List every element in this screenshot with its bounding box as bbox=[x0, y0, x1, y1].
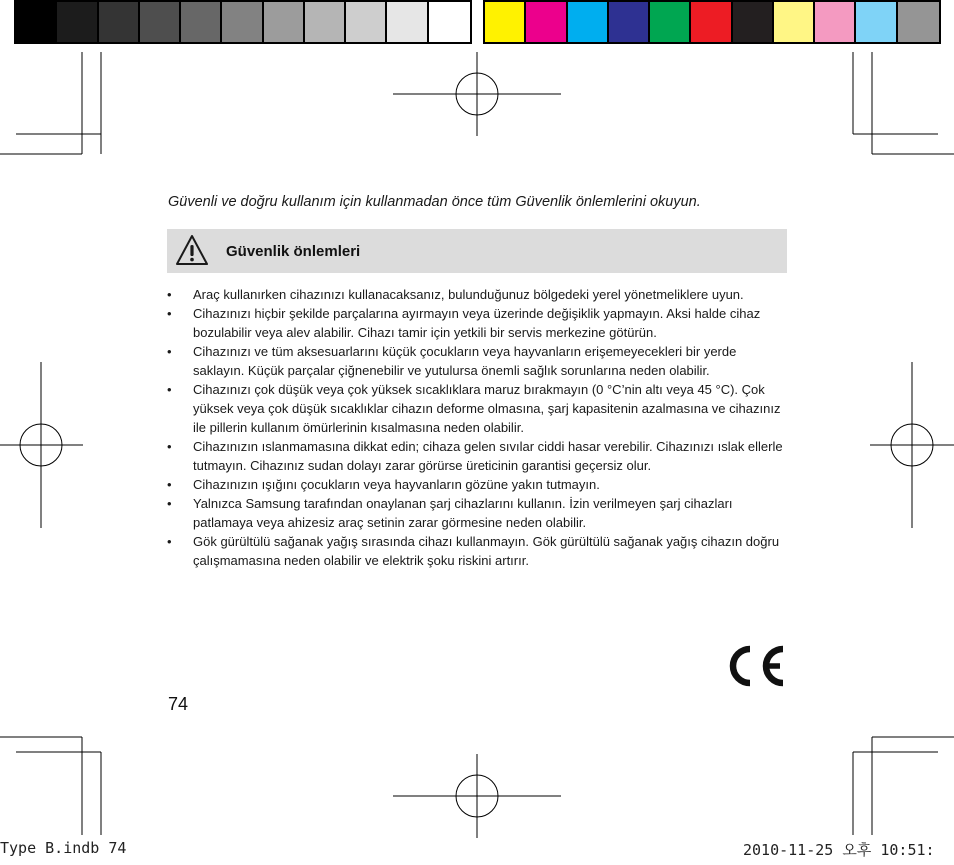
section-title: Güvenlik önlemleri bbox=[226, 243, 361, 260]
date-slug: 2010-11-25 오후 10:51: bbox=[743, 841, 935, 859]
list-item-text: Gök gürültülü sağanak yağış sırasında cihazı kullanmayın. Gök gürültülü sağanak yağış cihazın doğru çalışmamasına neden olabilir ve elektrik şoku riskini artırır. bbox=[193, 534, 780, 568]
list-item-text: Cihazınızın ışığını çocukların veya hayvanların gözüne yakın tutmayın. bbox=[193, 477, 600, 492]
bullet-icon: • bbox=[167, 534, 172, 549]
ce-mark-logo bbox=[725, 644, 787, 688]
list-item-text: Yalnızca Samsung tarafından onaylanan şarj cihazlarını kullanın. İzin verilmeyen şarj cihazları patlamaya veya ahizesiz araç setinin zarar görmesine neden olabilir. bbox=[193, 496, 733, 530]
list-item-text: Cihazınızın ıslanmamasına dikkat edin; cihaza gelen sıvılar ciddi hasar verebilir. Cihazınızı ıslak ellerle tutmayın. Cihazınız sudan dolayı zarar görürse üreticinin garantisi geçersiz olur. bbox=[193, 439, 783, 473]
list-item bbox=[167, 285, 787, 304]
bullet-icon: • bbox=[167, 344, 172, 359]
bullet-icon: • bbox=[167, 496, 172, 511]
page-number: 74 bbox=[168, 694, 189, 714]
intro-text: Güvenli ve doğru kullanım için kullanmadan önce tüm Güvenlik önlemlerini okuyun. bbox=[168, 194, 701, 210]
warning-triangle-icon bbox=[175, 234, 209, 268]
bullet-icon: • bbox=[167, 382, 172, 397]
safety-precautions-list bbox=[167, 285, 787, 570]
bullet-icon: • bbox=[167, 287, 172, 302]
list-item bbox=[167, 342, 787, 380]
list-item bbox=[167, 532, 787, 570]
list-item-text: Cihazınızı hiçbir şekilde parçalarına ayırmayın veya üzerinde değişiklik yapmayın. Aksi halde cihaz bozulabilir veya alev alabilir. Cihazı tamir için yetkili bir servis merkezine götürün. bbox=[193, 306, 761, 340]
bullet-icon: • bbox=[167, 439, 172, 454]
list-item bbox=[167, 380, 787, 437]
section-header bbox=[167, 229, 787, 273]
list-item bbox=[167, 304, 787, 342]
list-item bbox=[167, 475, 787, 494]
bullet-icon: • bbox=[167, 477, 172, 492]
list-item-text: Araç kullanırken cihazınızı kullanacaksanız, bulunduğunuz bölgedeki yerel yönetmeliklere uyun. bbox=[193, 287, 744, 302]
list-item-text: Cihazınızı çok düşük veya çok yüksek sıcaklıklara maruz bırakmayın (0 °C’nin altı veya 45 °C). Çok yüksek veya çok düşük sıcaklıklar cihazın deforme olmasına, şarj kapasitenin azalmasına ve cihazınız ile pillerin kullanım ömürlerinin kısalmasına neden olabilir. bbox=[193, 382, 781, 435]
list-item-text: Cihazınızı ve tüm aksesuarlarını küçük çocukların veya hayvanların erişemeyecekleri bir yerde saklayın. Küçük parçalar çiğnenebilir ve yutulursa önemli sağlık sorunlarına neden olabilir. bbox=[193, 344, 737, 378]
bullet-icon: • bbox=[167, 306, 172, 321]
file-slug: Type B.indb 74 bbox=[0, 839, 127, 857]
list-item bbox=[167, 437, 787, 475]
list-item bbox=[167, 494, 787, 532]
